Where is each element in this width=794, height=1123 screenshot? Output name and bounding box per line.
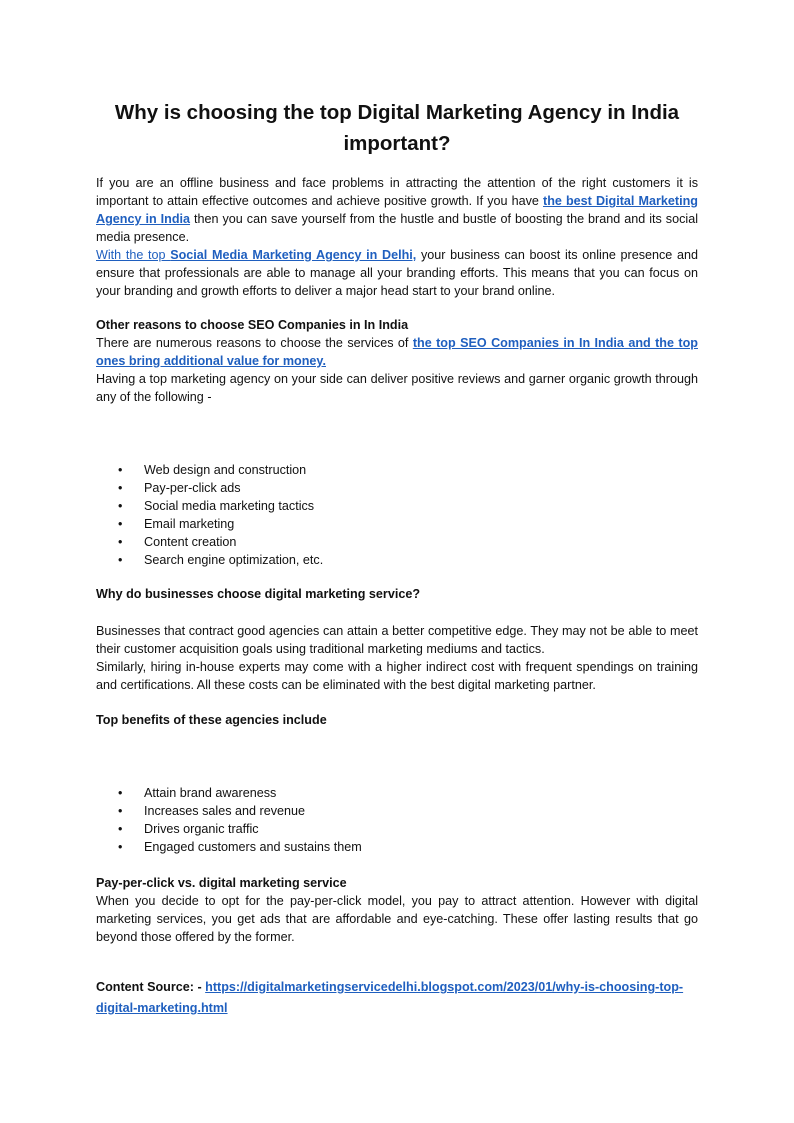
paragraph xyxy=(96,334,698,370)
list-item: • Web design and construction xyxy=(96,461,698,479)
list-item: • Increases sales and revenue xyxy=(96,802,698,820)
content-source xyxy=(96,977,698,1019)
ppc-section xyxy=(96,874,698,946)
section-heading: Pay-per-click vs. digital marketing service xyxy=(96,876,347,890)
section-heading: Other reasons to choose SEO Companies in In India xyxy=(96,318,409,332)
why-choose-section xyxy=(96,622,698,694)
social-media-agency-link[interactable] xyxy=(96,248,416,262)
link-text: the top SEO Companies in In India and the top ones bring additional value for money. xyxy=(96,336,698,368)
list-item: • Pay-per-click ads xyxy=(96,479,698,497)
text: There are numerous reasons to choose the services of xyxy=(96,336,413,350)
intro-section xyxy=(96,174,698,300)
list-item: • Drives organic traffic xyxy=(96,820,698,838)
list-item: • Content creation xyxy=(96,533,698,551)
link-text: https://digitalmarketingservicedelhi.blogspot.com/2023/01/why-is-choosing-top-digital-marketing.html xyxy=(96,980,684,1015)
link-text: Social Media Marketing Agency in Delhi, xyxy=(170,248,417,262)
list-item: • Attain brand awareness xyxy=(96,784,698,802)
list-item: • Search engine optimization, etc. xyxy=(96,551,698,569)
text: your business can boost its online presence and ensure that professionals are able to manage all your branding efforts. This means that you can focus on your branding and growth efforts to deliver a major head start to your brand online. xyxy=(96,248,698,298)
benefits-list xyxy=(96,784,698,856)
paragraph: Businesses that contract good agencies can attain a better competitive edge. They may not be able to meet their customer acquisition goals using traditional marketing mediums and tactics. xyxy=(96,624,698,656)
intro-paragraph-1 xyxy=(96,174,698,246)
list-item: • Social media marketing tactics xyxy=(96,497,698,515)
list-item: • Engaged customers and sustains them xyxy=(96,838,698,856)
link-text: the best Digital Marketing Agency in India xyxy=(96,194,698,226)
text: If you are an offline business and face problems in attracting the attention of the right customers it is important to attain effective outcomes and achieve positive growth. If you have xyxy=(96,176,698,208)
paragraph: Having a top marketing agency on your side can deliver positive reviews and garner organic growth through any of the following - xyxy=(96,372,698,404)
other-reasons-section xyxy=(96,316,698,406)
link-prefix: With the top xyxy=(96,248,171,262)
source-label: Content Source: - xyxy=(96,980,206,994)
section-heading: Why do businesses choose digital marketing service? xyxy=(96,587,421,601)
list-item: • Email marketing xyxy=(96,515,698,533)
paragraph: When you decide to opt for the pay-per-click model, you pay to attract attention. However with digital marketing services, you get ads that are affordable and eye-catching. These offer lasting results that go beyond those offered by the former. xyxy=(96,894,698,944)
section-heading: Top benefits of these agencies include xyxy=(96,713,327,727)
services-list xyxy=(96,461,698,569)
text: then you can save yourself from the hustle and bustle of boosting the brand and its social media presence. xyxy=(96,212,698,244)
paragraph: Similarly, hiring in-house experts may come with a higher indirect cost with frequent spendings on training and certifications. All these costs can be eliminated with the best digital marketing partner. xyxy=(96,660,698,692)
page-title: Why is choosing the top Digital Marketing Agency in India important? xyxy=(114,101,680,155)
intro-paragraph-2 xyxy=(96,246,698,300)
